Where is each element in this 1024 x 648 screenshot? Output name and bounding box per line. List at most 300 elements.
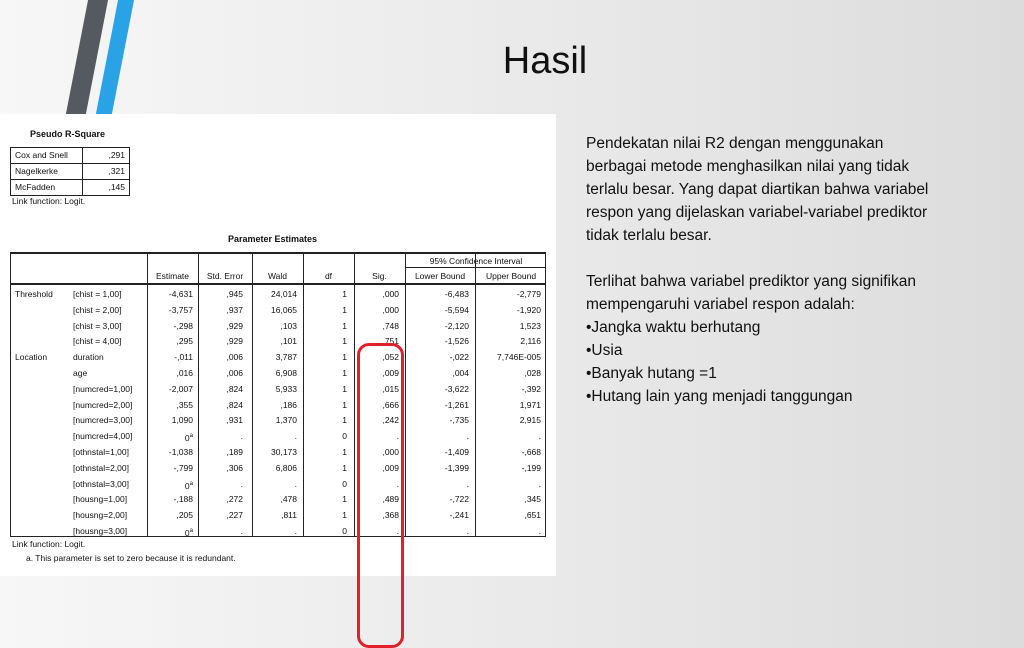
cell-text: 2,915 <box>519 415 541 426</box>
cell-text: ,028 <box>524 368 541 378</box>
cell-lb <box>407 444 469 460</box>
cell-df <box>307 381 347 397</box>
cell-wald <box>255 286 297 302</box>
cell-text: 1,090 <box>171 415 193 426</box>
cell-text: 1 <box>342 415 347 426</box>
cell-text: ,931 <box>226 415 243 426</box>
slide-title: Hasil <box>502 40 588 82</box>
cell-text: 0 <box>342 478 347 489</box>
cell-text: ,004 <box>452 368 469 378</box>
cell-text: . <box>294 526 297 536</box>
cell-text: -1,920 <box>516 304 541 315</box>
cell-se <box>203 381 243 397</box>
cell-est <box>149 491 193 507</box>
cell-text: ,929 <box>226 336 243 347</box>
column-header: Wald <box>267 271 288 281</box>
cell-text: age <box>73 368 88 378</box>
cell-text: 1 <box>342 494 347 505</box>
cell-text: 1 <box>342 289 347 299</box>
column-header: Sig. <box>372 271 387 281</box>
cell-ub <box>477 365 541 381</box>
cell-est <box>149 523 193 541</box>
cell-text: . <box>466 478 469 489</box>
bullet-item: •Banyak hutang =1 <box>586 365 717 382</box>
cell-text: ,929 <box>226 320 243 331</box>
cell-text: ,345 <box>524 494 541 505</box>
cell-se <box>203 507 243 523</box>
pseudo-r-square-note: Link function: Logit. <box>12 196 86 206</box>
cell-text: 1 <box>342 447 347 457</box>
cell-text: duration <box>73 352 104 363</box>
table-row <box>11 428 545 444</box>
cell-text: . <box>538 431 541 442</box>
cell-ub <box>477 286 541 302</box>
cell-text: . <box>396 526 399 536</box>
cell-text: 1 <box>342 352 347 363</box>
cell-text: -1,399 <box>444 462 469 473</box>
cell-df <box>307 460 347 476</box>
cell-text: -,799 <box>173 462 193 473</box>
cell-df <box>307 476 347 492</box>
column-header: Std. Error <box>206 271 244 281</box>
cell-ub <box>477 349 541 365</box>
cell-text: ,306 <box>226 462 243 473</box>
cell-text: ,006 <box>226 352 243 363</box>
table-row <box>11 444 545 460</box>
cell-lb <box>407 460 469 476</box>
cell-group <box>15 349 69 365</box>
cell-ub <box>477 397 541 413</box>
cell-se <box>203 428 243 444</box>
cell-est <box>149 444 193 460</box>
cell-df <box>307 286 347 302</box>
cell-est <box>149 460 193 476</box>
cell-est <box>149 349 193 365</box>
cell-df <box>307 365 347 381</box>
cell-text: ,489 <box>382 494 399 505</box>
cell-text: 3,787 <box>275 352 297 363</box>
cell-lb <box>407 318 469 334</box>
cell-sig <box>355 286 399 302</box>
cell-wald <box>255 302 297 318</box>
cell-text: 7,746E-005 <box>497 352 541 363</box>
cell-text: -1,526 <box>444 336 469 347</box>
table-row <box>11 476 545 492</box>
table-row <box>11 381 545 397</box>
cell-text: -,199 <box>521 462 541 473</box>
table-row <box>11 365 545 381</box>
cell-df <box>307 491 347 507</box>
cell-text: 1 <box>342 336 347 347</box>
cell-param <box>73 444 149 460</box>
cell-param <box>73 286 149 302</box>
cell-text: 1 <box>342 510 347 521</box>
cell-text: 30,173 <box>271 447 297 457</box>
cell-text: ,015 <box>382 383 399 394</box>
cell-text: ,000 <box>382 447 399 457</box>
cell-text: ,006 <box>226 368 243 378</box>
ci-header: 95% Confidence Interval <box>429 256 523 266</box>
cell-text: . <box>294 431 297 442</box>
paragraph-2: Terlihat bahwa variabel prediktor yang signifikan mempengaruhi variabel respon adalah: <box>586 273 916 313</box>
cell-text: ,272 <box>226 494 243 505</box>
cell-text: -,022 <box>449 352 469 363</box>
cell-text: Threshold <box>15 289 53 299</box>
cell-est <box>149 381 193 397</box>
cell-df <box>307 444 347 460</box>
cell-df <box>307 333 347 349</box>
cell-param <box>73 476 149 492</box>
footnote-marker: a <box>189 528 193 534</box>
cell-est <box>149 333 193 349</box>
cell-text: ,000 <box>382 304 399 315</box>
cell-text: 1 <box>342 462 347 473</box>
cell-text: -,392 <box>521 383 541 394</box>
row-value: ,321 <box>83 164 130 180</box>
cell-text: 0 <box>342 431 347 442</box>
row-label: Cox and Snell <box>11 148 83 164</box>
cell-param <box>73 381 149 397</box>
cell-param <box>73 460 149 476</box>
cell-se <box>203 365 243 381</box>
cell-text: . <box>240 431 243 442</box>
pseudo-r-square-table <box>10 147 130 196</box>
cell-text: 6,806 <box>275 462 297 473</box>
cell-text: ,748 <box>382 320 399 331</box>
bullet-item: •Hutang lain yang menjadi tanggungan <box>586 388 853 405</box>
table-row <box>11 148 130 164</box>
cell-wald <box>255 523 297 539</box>
cell-text: ,355 <box>176 399 193 410</box>
cell-lb <box>407 365 469 381</box>
cell-text: 2,116 <box>520 336 541 347</box>
cell-text: Location <box>15 352 48 363</box>
cell-text: [housng=3,00] <box>73 526 128 536</box>
table-row <box>11 333 545 349</box>
cell-text: 1,523 <box>519 320 541 331</box>
cell-text: 0 <box>184 433 190 444</box>
cell-text: ,666 <box>382 399 399 410</box>
cell-text: -5,594 <box>444 304 469 315</box>
cell-text: 0 <box>184 527 190 538</box>
cell-text: 1,971 <box>519 399 541 410</box>
cell-text: 1 <box>342 399 347 410</box>
cell-text: 0 <box>184 480 190 491</box>
cell-ub <box>477 412 541 428</box>
cell-est <box>149 318 193 334</box>
cell-df <box>307 318 347 334</box>
parameter-estimates-table <box>10 252 546 537</box>
header-divider <box>11 283 545 285</box>
cell-se <box>203 349 243 365</box>
cell-ub <box>477 460 541 476</box>
cell-text: . <box>240 478 243 489</box>
cell-param <box>73 412 149 428</box>
cell-df <box>307 397 347 413</box>
cell-text: ,009 <box>382 368 399 378</box>
footnote-marker: a <box>189 480 193 487</box>
cell-est <box>149 397 193 413</box>
cell-text: ,009 <box>382 462 399 473</box>
cell-ub <box>477 318 541 334</box>
cell-lb <box>407 476 469 492</box>
bullet-item: •Usia <box>586 342 623 359</box>
parameter-estimates-title: Parameter Estimates <box>228 234 318 244</box>
cell-text: 1 <box>342 383 347 394</box>
cell-text: [numcred=4,00] <box>73 431 133 442</box>
cell-est <box>149 507 193 523</box>
cell-df <box>307 302 347 318</box>
cell-text: . <box>240 526 243 536</box>
cell-wald <box>255 476 297 492</box>
cell-ub <box>477 381 541 397</box>
table-row <box>11 318 545 334</box>
cell-text: -3,622 <box>444 383 469 394</box>
cell-text: . <box>538 526 541 536</box>
cell-text: 1,370 <box>275 415 297 426</box>
cell-ub <box>477 523 541 539</box>
cell-se <box>203 523 243 539</box>
table-row <box>11 286 545 302</box>
cell-lb <box>407 397 469 413</box>
column-header: Upper Bound <box>485 271 537 281</box>
table-row <box>11 302 545 318</box>
cell-text: ,824 <box>226 399 243 410</box>
link-function-note: Link function: Logit. <box>12 539 86 549</box>
cell-text: -1,038 <box>168 447 193 457</box>
cell-ub <box>477 507 541 523</box>
cell-text: 16,065 <box>271 304 297 315</box>
cell-text: 6,908 <box>275 368 297 378</box>
cell-text: -,188 <box>173 494 193 505</box>
cell-text: ,824 <box>226 383 243 394</box>
cell-text: 1 <box>342 320 347 331</box>
cell-se <box>203 491 243 507</box>
cell-param <box>73 397 149 413</box>
cell-text: -2,120 <box>444 320 469 331</box>
cell-text: -4,631 <box>168 289 193 299</box>
cell-param <box>73 302 149 318</box>
cell-param <box>73 333 149 349</box>
cell-df <box>307 507 347 523</box>
cell-est <box>149 365 193 381</box>
cell-param <box>73 507 149 523</box>
cell-text: [chist = 3,00] <box>73 320 122 331</box>
cell-ub <box>477 444 541 460</box>
cell-df <box>307 412 347 428</box>
cell-text: . <box>294 478 297 489</box>
cell-text: [othnstal=3,00] <box>73 478 130 489</box>
cell-param <box>73 318 149 334</box>
cell-wald <box>255 460 297 476</box>
bullet-item: •Jangka waktu berhutang <box>586 319 761 336</box>
cell-lb <box>407 412 469 428</box>
cell-ub <box>477 491 541 507</box>
cell-text: ,651 <box>524 510 541 521</box>
cell-text: [numcred=1,00] <box>73 383 133 394</box>
cell-text: [numcred=3,00] <box>73 415 133 426</box>
cell-ub <box>477 476 541 492</box>
cell-se <box>203 476 243 492</box>
cell-text: . <box>466 526 469 536</box>
cell-text: ,189 <box>226 447 243 457</box>
cell-text: -,011 <box>174 352 193 363</box>
cell-text: [housng=2,00] <box>73 510 128 521</box>
cell-text: ,103 <box>280 320 297 331</box>
cell-lb <box>407 523 469 539</box>
cell-se <box>203 444 243 460</box>
sig-highlight-box <box>357 343 404 648</box>
cell-text: . <box>396 431 399 442</box>
cell-lb <box>407 349 469 365</box>
cell-text: 0 <box>342 526 347 536</box>
cell-wald <box>255 412 297 428</box>
cell-ub <box>477 333 541 349</box>
cell-text: . <box>396 478 399 489</box>
cell-text: [othnstal=2,00] <box>73 462 130 473</box>
cell-param <box>73 428 149 444</box>
row-label: Nagelkerke <box>11 164 83 180</box>
cell-wald <box>255 349 297 365</box>
row-value: ,291 <box>83 148 130 164</box>
table-row <box>11 412 545 428</box>
cell-wald <box>255 428 297 444</box>
cell-text: . <box>538 478 541 489</box>
cell-text: ,101 <box>280 336 297 347</box>
cell-lb <box>407 381 469 397</box>
cell-df <box>307 523 347 539</box>
cell-text: [chist = 2,00] <box>73 304 122 315</box>
cell-text: ,052 <box>382 352 399 363</box>
row-label: McFadden <box>11 180 83 196</box>
cell-text: [chist = 4,00] <box>73 336 122 347</box>
cell-df <box>307 428 347 444</box>
cell-text: -6,483 <box>444 289 469 299</box>
table-row <box>11 491 545 507</box>
table-row <box>11 460 545 476</box>
cell-se <box>203 333 243 349</box>
spacer <box>586 247 936 270</box>
cell-wald <box>255 333 297 349</box>
cell-param <box>73 491 149 507</box>
cell-param <box>73 523 149 539</box>
cell-se <box>203 397 243 413</box>
cell-text: -,722 <box>449 494 469 505</box>
cell-se <box>203 412 243 428</box>
cell-lb <box>407 491 469 507</box>
cell-text: ,186 <box>280 399 297 410</box>
paragraph-1: Pendekatan nilai R2 dengan menggunakan berbagai metode menghasilkan nilai yang tidak terlalu besar. Yang dapat diartikan bahwa variabel respon yang dijelaskan variabel-variabel prediktor tidak terlalu besar. <box>586 135 929 244</box>
cell-lb <box>407 507 469 523</box>
cell-text: -,298 <box>173 320 193 331</box>
cell-text: ,811 <box>281 510 297 521</box>
table-row <box>11 180 130 196</box>
cell-sig <box>355 318 399 334</box>
cell-se <box>203 302 243 318</box>
cell-text: ,295 <box>176 336 193 347</box>
cell-text: 5,933 <box>275 383 297 394</box>
cell-se <box>203 286 243 302</box>
cell-group <box>15 286 69 302</box>
table-row <box>11 164 130 180</box>
column-header: df <box>324 271 333 281</box>
cell-wald <box>255 318 297 334</box>
cell-lb <box>407 302 469 318</box>
cell-text: -,241 <box>449 510 469 521</box>
cell-text: -2,007 <box>168 383 193 394</box>
cell-df <box>307 349 347 365</box>
cell-ub <box>477 302 541 318</box>
cell-est <box>149 412 193 428</box>
cell-text: ,368 <box>382 510 399 521</box>
cell-wald <box>255 491 297 507</box>
cell-text: ,227 <box>226 510 243 521</box>
cell-text: 24,014 <box>271 289 297 299</box>
cell-text: -3,757 <box>168 304 193 315</box>
cell-text: ,000 <box>382 289 399 299</box>
spss-output-image <box>0 114 556 576</box>
cell-wald <box>255 507 297 523</box>
table-row <box>11 507 545 523</box>
explanation-text <box>586 132 936 408</box>
cell-est <box>149 302 193 318</box>
cell-se <box>203 318 243 334</box>
cell-est <box>149 286 193 302</box>
cell-text: . <box>466 431 469 442</box>
column-header: Lower Bound <box>414 271 466 281</box>
cell-lb <box>407 333 469 349</box>
cell-text: [othnstal=1,00] <box>73 447 130 457</box>
cell-text: 1 <box>342 304 347 315</box>
cell-wald <box>255 444 297 460</box>
table-row <box>11 349 545 365</box>
cell-text: [housng=1,00] <box>73 494 128 505</box>
cell-text: ,016 <box>176 368 193 378</box>
column-header: Estimate <box>155 271 190 281</box>
cell-wald <box>255 381 297 397</box>
cell-ub <box>477 428 541 444</box>
cell-text: [numcred=2,00] <box>73 399 133 410</box>
table-row <box>11 523 545 539</box>
cell-text: -1,261 <box>444 399 469 410</box>
cell-text: -,668 <box>521 447 541 457</box>
cell-text: ,478 <box>280 494 297 505</box>
footnote-marker: a <box>189 433 193 440</box>
cell-text: ,945 <box>226 289 243 299</box>
cell-wald <box>255 397 297 413</box>
cell-text: ,751 <box>382 336 399 347</box>
cell-param <box>73 349 149 365</box>
cell-text: [chist = 1,00] <box>73 289 122 299</box>
row-value: ,145 <box>83 180 130 196</box>
cell-wald <box>255 365 297 381</box>
pseudo-r-square-title: Pseudo R-Square <box>30 129 106 139</box>
cell-text: ,205 <box>176 510 193 521</box>
cell-text: -,735 <box>449 415 469 426</box>
cell-text: -2,779 <box>516 289 541 299</box>
cell-se <box>203 460 243 476</box>
cell-text: ,937 <box>226 304 243 315</box>
cell-text: ,242 <box>382 415 399 426</box>
cell-sig <box>355 302 399 318</box>
cell-lb <box>407 286 469 302</box>
cell-text: 1 <box>342 368 347 378</box>
table-row <box>11 397 545 413</box>
cell-text: -1,409 <box>444 447 469 457</box>
cell-lb <box>407 428 469 444</box>
redundant-note: a. This parameter is set to zero because it is redundant. <box>26 553 236 563</box>
cell-param <box>73 365 149 381</box>
